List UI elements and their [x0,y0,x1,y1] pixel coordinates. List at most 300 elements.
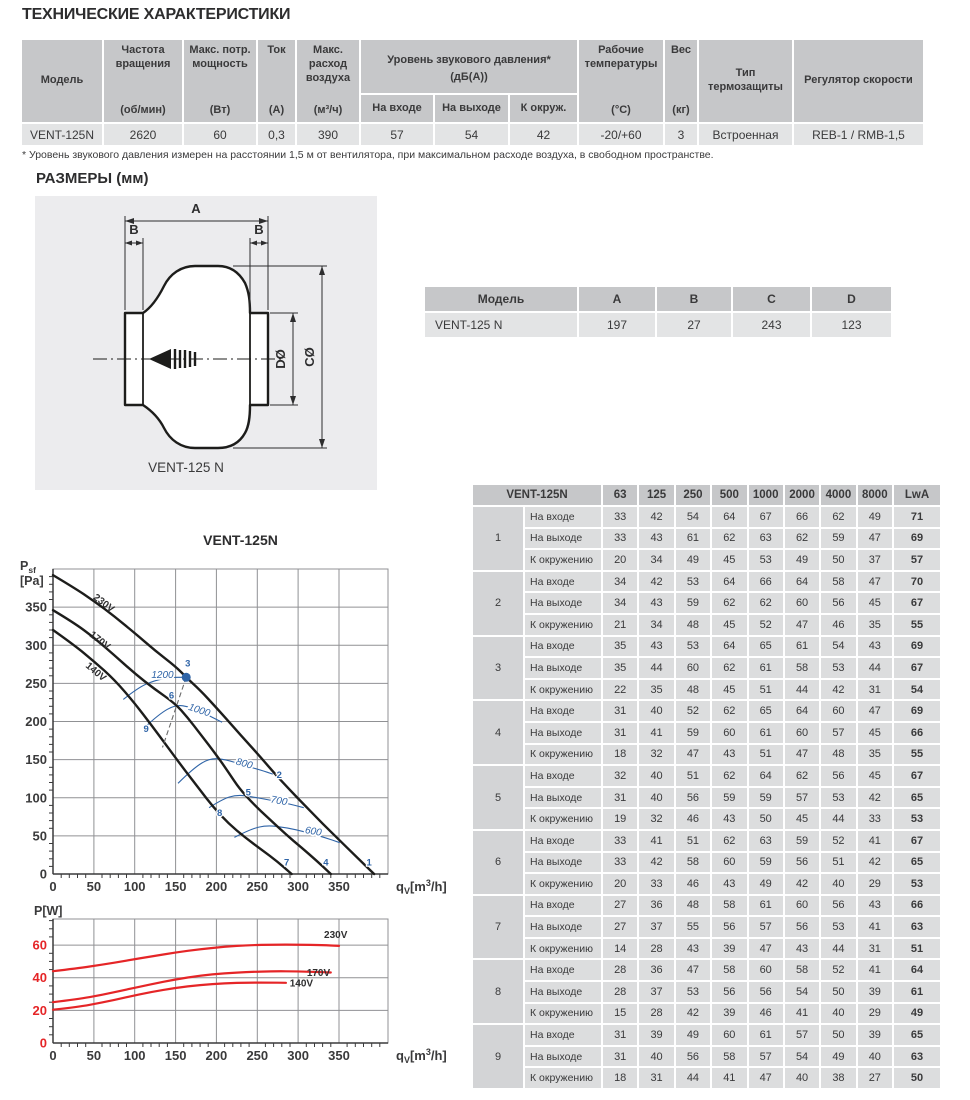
noise-lwa-value: 53 [894,874,940,894]
x-tick-label: 200 [205,1048,228,1063]
noise-value-cell: 56 [676,1047,710,1067]
noise-header-freq-250: 250 [676,485,710,505]
noise-value-cell: 44 [858,658,892,678]
noise-value-cell: 61 [749,896,783,916]
curve-140V [53,983,286,1010]
noise-value-cell: 63 [749,831,783,851]
x-tick-label: 350 [328,1048,350,1063]
noise-group-number: 7 [473,896,523,959]
noise-row-label: На входе [525,507,601,527]
spec-sound-ambient-value: 42 [510,124,577,145]
spec-model-value: VENT-125N [22,124,102,145]
noise-row-label: На выходе [525,917,601,937]
noise-group-number: 4 [473,701,523,764]
noise-value-cell: 49 [821,1047,855,1067]
noise-value-cell: 53 [821,788,855,808]
dimensions-table [423,285,893,339]
noise-value-cell: 64 [749,766,783,786]
noise-header-freq-125: 125 [639,485,673,505]
noise-row-label: К окружению [525,809,601,829]
noise-value-cell: 49 [749,874,783,894]
noise-value-cell: 42 [639,572,673,592]
noise-lwa-value: 69 [894,701,940,721]
noise-value-cell: 53 [821,658,855,678]
noise-value-cell: 31 [603,788,637,808]
noise-value-cell: 56 [749,982,783,1002]
x-tick-label: 50 [86,879,102,894]
dims-header-a: A [579,287,655,311]
noise-value-cell: 44 [785,680,819,700]
noise-row-label: К окружению [525,1068,601,1088]
noise-lwa-value: 49 [894,1004,940,1024]
spec-col-power [184,40,256,122]
noise-row-label: На выходе [525,658,601,678]
noise-value-cell: 60 [712,723,746,743]
operating-point-number-5: 5 [245,787,251,799]
dim-b-right-arrow2 [261,241,268,246]
noise-value-cell: 21 [603,615,637,635]
noise-value-cell: 43 [676,939,710,959]
noise-value-cell: 49 [785,550,819,570]
noise-value-cell: 42 [858,853,892,873]
noise-value-cell: 64 [712,637,746,657]
noise-value-cell: 47 [785,615,819,635]
noise-value-cell: 62 [712,593,746,613]
noise-lwa-value: 63 [894,917,940,937]
noise-value-cell: 37 [639,982,673,1002]
dims-b-value: 27 [657,313,731,337]
noise-value-cell: 43 [712,809,746,829]
noise-lwa-value: 55 [894,615,940,635]
noise-row-label: На входе [525,766,601,786]
noise-header-freq-1000: 1000 [749,485,783,505]
noise-lwa-value: 63 [894,1047,940,1067]
noise-value-cell: 49 [676,550,710,570]
noise-value-cell: 14 [603,939,637,959]
noise-row-label: На выходе [525,529,601,549]
spec-subcol-inlet: На входе [361,95,433,122]
noise-row-label: К окружению [525,874,601,894]
noise-group-1 [473,507,940,570]
noise-value-cell: 57 [749,1047,783,1067]
noise-value-cell: 48 [676,680,710,700]
noise-group-number: 6 [473,831,523,894]
noise-value-cell: 43 [639,637,673,657]
noise-value-cell: 45 [785,809,819,829]
noise-value-cell: 39 [712,1004,746,1024]
spec-col-regulator-label: Регулятор скорости [804,74,913,87]
noise-value-cell: 47 [785,745,819,765]
x-tick-label: 300 [287,879,309,894]
dims-a-value: 197 [579,313,655,337]
noise-value-cell: 50 [821,550,855,570]
noise-value-cell: 18 [603,1068,637,1088]
y-tick-label: 150 [25,752,47,768]
x-tick-label: 200 [205,879,228,894]
noise-value-cell: 47 [858,529,892,549]
spec-col-weight-label: Вес [670,44,692,56]
footnote: * Уровень звукового давления измерен на расстоянии 1,5 м от вентилятора, при максимальном расходе воздуха, в свободном пространстве. [22,149,714,161]
noise-value-cell: 46 [676,874,710,894]
noise-value-cell: 62 [712,766,746,786]
noise-value-cell: 56 [712,982,746,1002]
noise-value-cell: 61 [785,637,819,657]
noise-row-label: К окружению [525,939,601,959]
noise-value-cell: 40 [639,1047,673,1067]
noise-value-cell: 49 [858,507,892,527]
noise-value-cell: 34 [603,572,637,592]
noise-value-cell: 62 [749,593,783,613]
noise-value-cell: 62 [821,507,855,527]
noise-row-label: На входе [525,637,601,657]
noise-value-cell: 42 [821,680,855,700]
noise-value-cell: 22 [603,680,637,700]
y-tick-label: 20 [32,1002,47,1018]
noise-value-cell: 53 [749,550,783,570]
noise-row-label: К окружению [525,550,601,570]
spec-subcol-outlet: На выходе [435,95,508,122]
operating-point-number-2: 2 [276,769,282,781]
x-tick-label: 0 [49,1048,57,1063]
x-tick-label: 150 [164,1048,187,1063]
noise-value-cell: 35 [603,658,637,678]
spec-col-regulator [794,40,923,122]
noise-lwa-value: 66 [894,723,940,743]
spec-current-value: 0,3 [258,124,295,145]
noise-value-cell: 58 [712,1047,746,1067]
curve-230V [53,945,339,972]
noise-lwa-value: 67 [894,658,940,678]
noise-lwa-value: 51 [894,939,940,959]
curve-label-170V: 170V [86,629,113,653]
diagram-caption: VENT-125 N [148,460,224,475]
noise-value-cell: 37 [639,917,673,937]
spec-col-model-label: Модель [40,74,84,87]
noise-header-freq-63: 63 [603,485,637,505]
noise-value-cell: 59 [749,853,783,873]
noise-value-cell: 29 [858,874,892,894]
noise-value-cell: 33 [639,874,673,894]
x-tick-label: 100 [123,1048,146,1063]
dim-b-left-arrow1 [125,241,132,246]
dim-b-right-lines [250,238,268,310]
operating-point-number-1: 1 [366,857,372,869]
noise-lwa-value: 65 [894,853,940,873]
noise-value-cell: 31 [603,1047,637,1067]
spec-data-row [22,124,923,145]
noise-lwa-value: 70 [894,572,940,592]
noise-value-cell: 19 [603,809,637,829]
noise-value-cell: 64 [785,701,819,721]
operating-point-number-8: 8 [217,808,223,820]
noise-value-cell: 57 [821,723,855,743]
spec-col-airflow [297,40,359,122]
noise-row-label: На выходе [525,788,601,808]
operating-point-number-6: 6 [168,690,175,702]
noise-value-cell: 56 [712,917,746,937]
noise-value-cell: 51 [749,680,783,700]
noise-value-cell: 56 [785,917,819,937]
noise-group-3 [473,637,940,700]
sound-group-subtitle: (дБ(А)) [450,70,488,83]
y-tick-label: 350 [25,599,47,615]
noise-value-cell: 41 [639,831,673,851]
noise-value-cell: 45 [712,615,746,635]
noise-value-cell: 53 [676,982,710,1002]
noise-value-cell: 34 [603,593,637,613]
spec-col-airflow-label: Макс. расход воздуха [305,44,351,84]
noise-value-cell: 54 [821,637,855,657]
noise-value-cell: 44 [676,1068,710,1088]
noise-value-cell: 33 [603,529,637,549]
noise-row-label: На входе [525,831,601,851]
y-tick-label: 40 [32,970,47,986]
noise-value-cell: 28 [603,960,637,980]
noise-value-cell: 44 [639,658,673,678]
noise-row-label: На входе [525,896,601,916]
x-tick-label: 150 [164,879,187,894]
noise-value-cell: 66 [785,507,819,527]
noise-value-cell: 15 [603,1004,637,1024]
noise-value-cell: 35 [603,637,637,657]
noise-value-cell: 43 [639,593,673,613]
y-tick-label: 300 [25,637,47,653]
x-tick-label: 0 [49,879,57,894]
noise-header-row [473,485,940,505]
spec-col-current-unit: (А) [268,104,285,117]
noise-row-label: На выходе [525,593,601,613]
noise-value-cell: 46 [749,1004,783,1024]
noise-value-cell: 67 [749,507,783,527]
noise-value-cell: 39 [712,939,746,959]
noise-value-cell: 55 [676,917,710,937]
noise-row-label: К окружению [525,615,601,635]
noise-row-label: К окружению [525,745,601,765]
noise-value-cell: 38 [821,1068,855,1088]
noise-row-label: К окружению [525,680,601,700]
dimensions-header-row [425,287,891,311]
noise-value-cell: 31 [603,701,637,721]
noise-value-cell: 34 [639,550,673,570]
noise-value-cell: 54 [676,507,710,527]
operating-point-number-4: 4 [323,857,329,869]
dim-c-arrow-bottom [319,439,325,448]
noise-value-cell: 62 [712,701,746,721]
noise-value-cell: 53 [676,637,710,657]
noise-group-number: 9 [473,1025,523,1088]
noise-value-cell: 52 [821,960,855,980]
noise-value-cell: 58 [676,853,710,873]
noise-value-cell: 52 [749,615,783,635]
noise-value-cell: 59 [821,529,855,549]
noise-value-cell: 61 [676,529,710,549]
noise-row-label: На входе [525,1025,601,1045]
noise-value-cell: 39 [858,982,892,1002]
x-tick-label: 50 [86,1048,102,1063]
curve-230V [53,575,374,874]
noise-value-cell: 35 [639,680,673,700]
noise-header-freq-8000: 8000 [858,485,892,505]
noise-row-label: На входе [525,701,601,721]
noise-value-cell: 40 [821,874,855,894]
noise-value-cell: 56 [821,593,855,613]
operating-point-number-7: 7 [284,857,290,869]
noise-value-cell: 42 [858,788,892,808]
noise-value-cell: 31 [858,939,892,959]
pressure-chart-title: VENT-125N [203,532,278,548]
noise-value-cell: 60 [712,853,746,873]
noise-value-cell: 46 [821,615,855,635]
noise-value-cell: 59 [785,831,819,851]
noise-table [473,485,940,1090]
noise-header-freq-LwA: LwA [894,485,940,505]
spec-col-weight [665,40,697,122]
noise-value-cell: 54 [785,1047,819,1067]
noise-value-cell: 32 [603,766,637,786]
noise-value-cell: 41 [785,1004,819,1024]
noise-value-cell: 40 [639,766,673,786]
curve-170V [53,610,331,874]
noise-row-label: На выходе [525,1047,601,1067]
noise-value-cell: 28 [639,939,673,959]
noise-value-cell: 33 [603,507,637,527]
dimension-diagram-panel [35,196,377,490]
noise-value-cell: 32 [639,745,673,765]
noise-lwa-value: 67 [894,831,940,851]
noise-value-cell: 51 [676,831,710,851]
noise-value-cell: 58 [821,572,855,592]
noise-group-number: 1 [473,507,523,570]
y-tick-label: 250 [25,675,47,691]
curve-label-140V: 140V [83,660,108,685]
noise-value-cell: 45 [858,593,892,613]
noise-row-label: На выходе [525,853,601,873]
noise-value-cell: 40 [639,701,673,721]
noise-value-cell: 52 [676,701,710,721]
spec-col-thermal-label: Тип термозащиты [708,67,783,93]
noise-value-cell: 20 [603,874,637,894]
noise-value-cell: 51 [676,766,710,786]
noise-value-cell: 53 [676,572,710,592]
noise-value-cell: 60 [785,723,819,743]
x-tick-label: 300 [287,1048,309,1063]
dims-header-d: D [812,287,891,311]
noise-value-cell: 35 [858,615,892,635]
noise-lwa-value: 50 [894,1068,940,1088]
noise-value-cell: 20 [603,550,637,570]
noise-row-label: На входе [525,572,601,592]
noise-group-7 [473,896,940,959]
noise-value-cell: 41 [858,831,892,851]
page-title: ТЕХНИЧЕСКИЕ ХАРАКТЕРИСТИКИ [22,6,291,23]
spec-col-current [258,40,295,122]
noise-value-cell: 40 [821,1004,855,1024]
y-tick-label: 0 [39,866,47,882]
noise-value-cell: 35 [858,745,892,765]
noise-value-cell: 47 [858,572,892,592]
spec-col-model [22,40,102,122]
operating-point-number-3: 3 [185,658,191,670]
noise-value-cell: 37 [858,550,892,570]
spec-col-temp-label: Рабочие температуры [584,44,658,70]
noise-header-freq-2000: 2000 [785,485,819,505]
noise-value-cell: 31 [858,680,892,700]
noise-value-cell: 45 [712,680,746,700]
noise-value-cell: 48 [821,745,855,765]
noise-value-cell: 43 [639,529,673,549]
spec-table [20,38,925,147]
noise-value-cell: 41 [858,960,892,980]
x-axis-label: $q_V[m^3/h]$ [396,1047,447,1065]
curve-label-230V: 230V [324,929,348,941]
noise-value-cell: 39 [858,1025,892,1045]
noise-header-freq-500: 500 [712,485,746,505]
noise-value-cell: 53 [821,917,855,937]
noise-value-cell: 62 [785,766,819,786]
speed-arc-label: 800 [234,756,254,772]
noise-group-9 [473,1025,940,1088]
noise-lwa-value: 67 [894,593,940,613]
noise-lwa-value: 57 [894,550,940,570]
noise-group-5 [473,766,940,829]
spec-subcol-ambient: К окруж. [510,95,577,122]
y-axis-label: P[W] [34,904,63,918]
noise-value-cell: 33 [603,831,637,851]
dims-d-value: 123 [812,313,891,337]
noise-group-4 [473,701,940,764]
noise-value-cell: 31 [603,723,637,743]
noise-value-cell: 33 [603,853,637,873]
fan-outline [125,266,268,448]
noise-value-cell: 33 [858,809,892,829]
spec-weight-value: 3 [665,124,697,145]
dim-b-left-label: B [129,222,139,237]
noise-value-cell: 50 [821,1025,855,1045]
noise-value-cell: 45 [858,766,892,786]
noise-value-cell: 41 [639,723,673,743]
noise-lwa-value: 69 [894,529,940,549]
noise-value-cell: 18 [603,745,637,765]
noise-value-cell: 57 [785,1025,819,1045]
noise-value-cell: 36 [639,960,673,980]
noise-value-cell: 60 [712,1025,746,1045]
noise-group-number: 3 [473,637,523,700]
noise-lwa-value: 54 [894,680,940,700]
speed-arc-label: 600 [304,825,323,839]
noise-value-cell: 43 [712,874,746,894]
noise-row-label: На выходе [525,723,601,743]
noise-lwa-value: 55 [894,745,940,765]
noise-value-cell: 28 [639,1004,673,1024]
noise-value-cell: 64 [712,507,746,527]
noise-value-cell: 34 [639,615,673,635]
noise-value-cell: 42 [676,1004,710,1024]
dim-d-label: DØ [273,349,288,369]
dims-header-b: B [657,287,731,311]
speed-arc-label: 1200 [151,670,174,681]
y-axis-label: $P_{sf}$ [20,559,36,575]
noise-value-cell: 48 [676,615,710,635]
noise-value-cell: 47 [676,960,710,980]
y-axis-unit-label: [Pa] [20,574,44,588]
noise-lwa-value: 65 [894,1025,940,1045]
noise-value-cell: 45 [858,723,892,743]
noise-group-6 [473,831,940,894]
noise-value-cell: 56 [821,766,855,786]
noise-value-cell: 66 [749,572,783,592]
noise-group-number: 2 [473,572,523,635]
noise-value-cell: 43 [858,896,892,916]
